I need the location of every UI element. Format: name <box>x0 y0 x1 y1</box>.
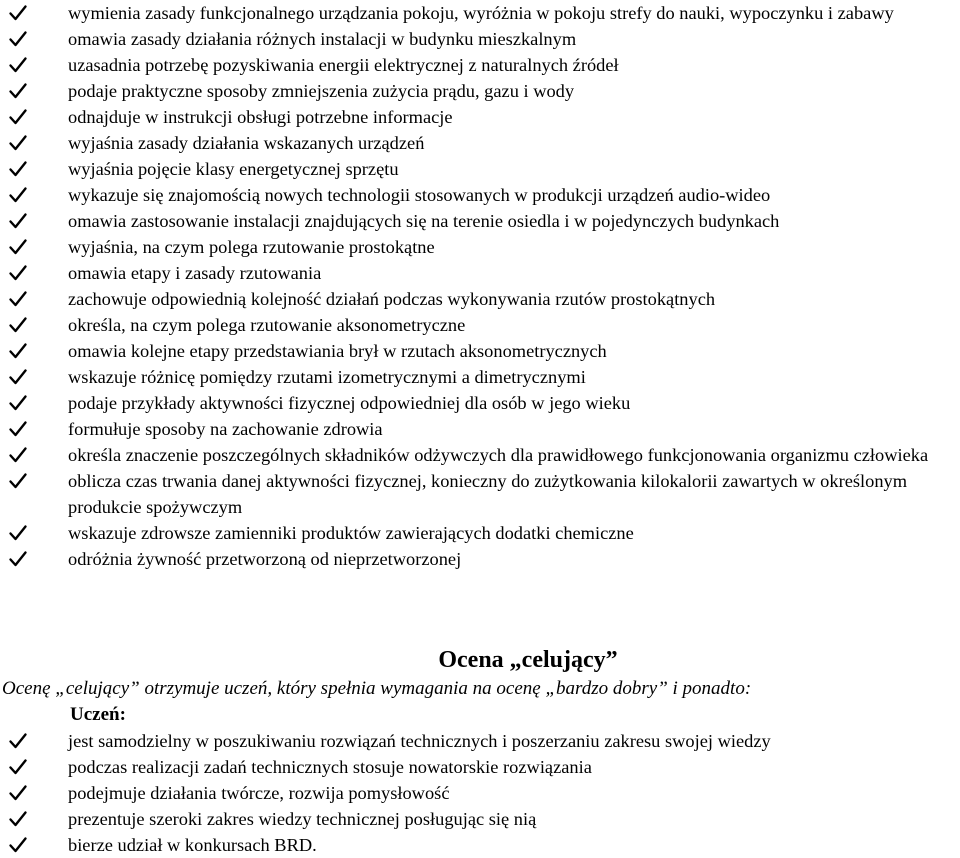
list-item <box>0 416 960 442</box>
check-mark-icon <box>8 182 30 208</box>
list-item-text: uzasadnia potrzebę pozyskiwania energii elektrycznej z naturalnych źródeł <box>68 55 619 75</box>
check-mark-icon <box>8 832 30 858</box>
check-mark-icon <box>8 312 30 338</box>
list-item-text: podejmuje działania twórcze, rozwija pomysłowość <box>68 783 450 803</box>
list-item-text: podczas realizacji zadań technicznych stosuje nowatorskie rozwiązania <box>68 757 592 777</box>
check-mark-icon <box>8 728 30 754</box>
list-item <box>0 338 960 364</box>
list-item <box>0 182 960 208</box>
list-item-text: wskazuje różnicę pomiędzy rzutami izometrycznymi a dimetrycznymi <box>68 367 586 387</box>
list-item-text: wymienia zasady funkcjonalnego urządzania pokoju, wyróżnia w pokoju strefy do nauki, wypoczynku i zabawy <box>68 3 894 23</box>
check-mark-icon <box>8 364 30 390</box>
list-item <box>0 130 960 156</box>
section-title: Ocena „celujący” <box>438 647 618 673</box>
list-item-text: omawia zastosowanie instalacji znajdujących się na terenie osiedla i w pojedynczych budynkach <box>68 211 780 231</box>
list-item <box>0 104 960 130</box>
check-mark-icon <box>8 806 30 832</box>
list-item <box>0 156 960 182</box>
check-mark-icon <box>8 520 30 546</box>
check-mark-icon <box>8 286 30 312</box>
check-mark-icon <box>8 234 30 260</box>
list-item <box>0 728 960 754</box>
section-intro: Ocenę „celujący” otrzymuje uczeń, który spełnia wymagania na ocenę „bardzo dobry” i ponadto: <box>2 678 752 699</box>
check-mark-icon <box>8 52 30 78</box>
list-item <box>0 286 960 312</box>
list-item <box>0 0 960 26</box>
list-item <box>0 546 960 572</box>
check-mark-icon <box>8 468 30 494</box>
check-mark-icon <box>8 416 30 442</box>
list-item-text: odnajduje w instrukcji obsługi potrzebne informacje <box>68 107 453 127</box>
list-item <box>0 26 960 52</box>
list-item-text: wykazuje się znajomością nowych technologii stosowanych w produkcji urządzeń audio-wideo <box>68 185 771 205</box>
list-item <box>0 312 960 338</box>
list-item <box>0 390 960 416</box>
check-mark-icon <box>8 78 30 104</box>
list-item-text: oblicza czas trwania danej aktywności fizycznej, konieczny do zużytkowania kilokalorii zawartych w określonym produkcie spożywczym <box>68 471 908 517</box>
student-label: Uczeń: <box>70 704 126 725</box>
check-mark-icon <box>8 754 30 780</box>
list-item-text: podaje przykłady aktywności fizycznej odpowiedniej dla osób w jego wieku <box>68 393 631 413</box>
list-item <box>0 364 960 390</box>
check-mark-icon <box>8 780 30 806</box>
list-item <box>0 260 960 286</box>
check-mark-icon <box>8 260 30 286</box>
requirements-list-excellent <box>0 728 960 858</box>
list-item-text: określa, na czym polega rzutowanie aksonometryczne <box>68 315 466 335</box>
list-item-text: omawia kolejne etapy przedstawiania brył w rzutach aksonometrycznych <box>68 341 607 361</box>
list-item-text: zachowuje odpowiednią kolejność działań podczas wykonywania rzutów prostokątnych <box>68 289 716 309</box>
check-mark-icon <box>8 208 30 234</box>
list-item-text: wyjaśnia zasady działania wskazanych urządzeń <box>68 133 425 153</box>
list-item <box>0 780 960 806</box>
list-item-text: prezentuje szeroki zakres wiedzy technicznej posługując się nią <box>68 809 537 829</box>
list-item <box>0 78 960 104</box>
list-item-text: wskazuje zdrowsze zamienniki produktów zawierających dodatki chemiczne <box>68 523 634 543</box>
check-mark-icon <box>8 338 30 364</box>
list-item <box>0 234 960 260</box>
list-item-text: formułuje sposoby na zachowanie zdrowia <box>68 419 383 439</box>
check-mark-icon <box>8 130 30 156</box>
list-item <box>0 52 960 78</box>
list-item-text: odróżnia żywność przetworzoną od nieprzetworzonej <box>68 549 462 569</box>
list-item <box>0 442 960 468</box>
list-item-text: bierze udział w konkursach BRD. <box>68 835 317 855</box>
list-item-text: podaje praktyczne sposoby zmniejszenia zużycia prądu, gazu i wody <box>68 81 575 101</box>
check-mark-icon <box>8 0 30 26</box>
check-mark-icon <box>8 442 30 468</box>
list-item-text: wyjaśnia pojęcie klasy energetycznej sprzętu <box>68 159 399 179</box>
check-mark-icon <box>8 104 30 130</box>
list-item <box>0 520 960 546</box>
list-item-text: jest samodzielny w poszukiwaniu rozwiązań technicznych i poszerzaniu zakresu swojej wiedzy <box>68 731 771 751</box>
check-mark-icon <box>8 546 30 572</box>
list-item <box>0 806 960 832</box>
list-item-text: określa znaczenie poszczególnych składników odżywczych dla prawidłowego funkcjonowania organizmu człowieka <box>68 445 929 465</box>
list-item <box>0 754 960 780</box>
list-item <box>0 208 960 234</box>
list-item-text: omawia zasady działania różnych instalacji w budynku mieszkalnym <box>68 29 577 49</box>
check-mark-icon <box>8 26 30 52</box>
list-item-text: wyjaśnia, na czym polega rzutowanie prostokątne <box>68 237 435 257</box>
list-item <box>0 468 960 520</box>
list-item <box>0 832 960 858</box>
check-mark-icon <box>8 390 30 416</box>
check-mark-icon <box>8 156 30 182</box>
list-item-text: omawia etapy i zasady rzutowania <box>68 263 322 283</box>
